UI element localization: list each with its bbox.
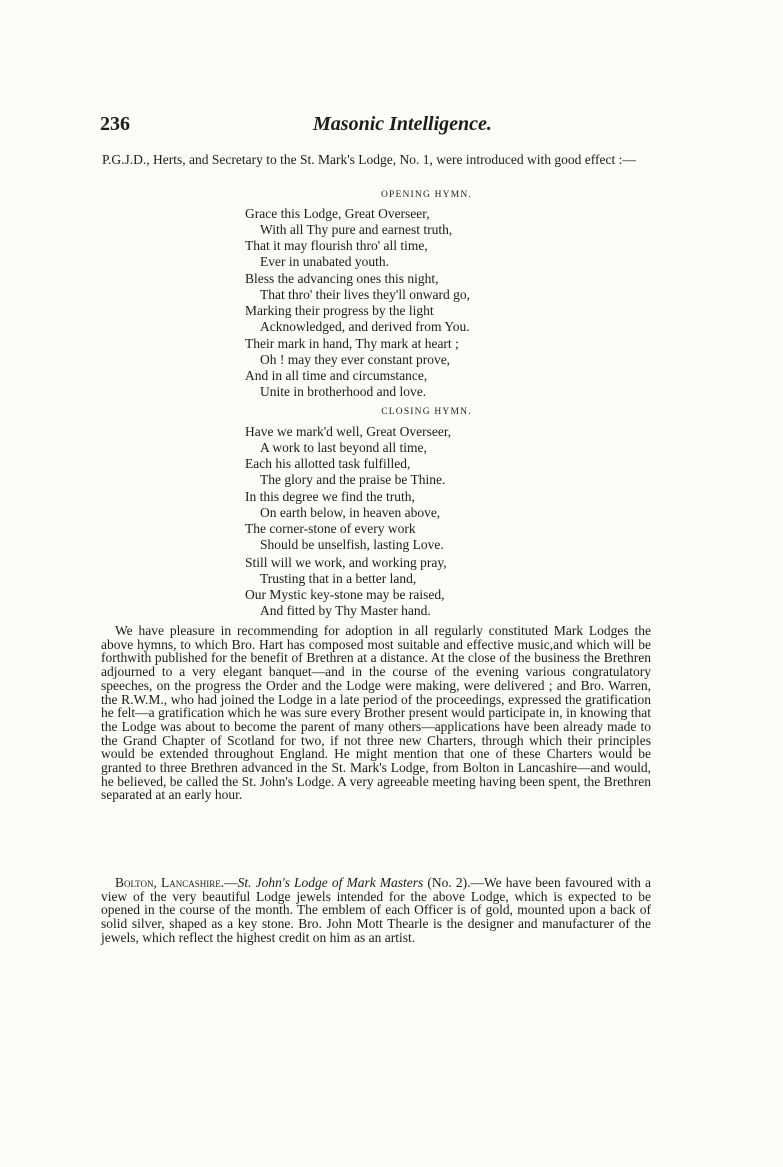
hymn-line: Grace this Lodge, Great Overseer, <box>245 206 430 221</box>
hymn-line: Their mark in hand, Thy mark at heart ; <box>245 336 459 351</box>
opening-hymn-stanza-2 <box>245 271 470 335</box>
hymn-line: With all Thy pure and earnest truth, <box>260 222 453 237</box>
page-number: 236 <box>100 113 130 135</box>
hymn-line: Trusting that in a better land, <box>260 571 417 586</box>
opening-hymn-stanza-1 <box>245 206 452 270</box>
hymn-line: And in all time and circumstance, <box>245 368 428 383</box>
hymn-line: And fitted by Thy Master hand. <box>260 603 431 618</box>
opening-hymn-title: OPENING HYMN. <box>380 190 473 200</box>
closing-hymn-stanza-1 <box>245 424 451 488</box>
closing-hymn-stanza-2 <box>245 489 444 553</box>
closing-hymn-title: CLOSING HYMN. <box>381 407 472 417</box>
hymn-line: In this degree we find the truth, <box>245 489 415 504</box>
hymn-line: Oh ! may they ever constant prove, <box>260 352 451 367</box>
hymn-line: Still will we work, and working pray, <box>245 555 447 570</box>
hymn-line: Should be unselfish, lasting Love. <box>260 537 444 552</box>
hymn-line: That thro' their lives they'll onward go, <box>260 287 470 302</box>
hymn-line: A work to last beyond all time, <box>260 440 427 455</box>
paragraph-text: (No. 2).—We have been favoured with a view of the very beautiful Lodge jewels intended for the above Lodge, which is expected to be opened in the course of the month. The emblem of each Officer is of gold, mounted upon a back of solid silver, shaped as a key stone. Bro. John Mott Thearle is the designer and manufacturer of the jewels, which reflect the highest credit on him as an artist. <box>101 875 652 945</box>
hymn-line: Ever in unabated youth. <box>260 254 389 269</box>
hymn-line: That it may flourish thro' all time, <box>245 238 428 253</box>
dash: — <box>224 875 238 890</box>
hymn-line: Unite in brotherhood and love. <box>260 384 427 399</box>
running-title: Masonic Intelligence. <box>313 113 492 135</box>
hymn-line: Acknowledged, and derived from You. <box>260 319 470 334</box>
bolton-paragraph <box>101 876 651 945</box>
hymn-line: Bless the advancing ones this night, <box>245 271 439 286</box>
lodge-name: St. John's Lodge of Mark Masters <box>237 875 424 890</box>
hymn-line: The glory and the praise be Thine. <box>260 472 446 487</box>
place-name: Bolton, Lancashire. <box>115 875 225 890</box>
page-header <box>100 113 660 137</box>
hymn-line: Marking their progress by the light <box>245 303 434 318</box>
hymn-line: The corner-stone of every work <box>245 521 416 536</box>
opening-hymn-stanza-3 <box>245 336 459 400</box>
hymn-line: On earth below, in heaven above, <box>260 505 441 520</box>
hymn-line: Have we mark'd well, Great Overseer, <box>245 424 452 439</box>
report-paragraph: We have pleasure in recommending for adoption in all regularly constituted Mark Lodges the above hymns, to which Bro. Hart has composed most suitable and effective music,and which will be forthwith published for the benefit of Brethren at a distance. At the close of the business the Brethren adjourned to a very elegant banquet—and in the course of the evening various congratulatory speeches, on the progress the Order and the Lodge were making, were delivered ; and Bro. Warren, the R.W.M., who had joined the Lodge in a late period of the proceedings, expressed the gratification he felt—a gratification which he was sure every Brother present would participate in, in knowing that the Lodge was about to become the parent of many others—applications have been already made to the Grand Chapter of Scotland for two, if not three new Charters, through which their principles would be extended throughout England. He might mention that one of these Charters would be granted to three Brethren advanced in the St. Mark's Lodge, from Bolton in Lancashire—and would, he believed, be called the St. John's Lodge. A very agreeable meeting having been spent, the Brethren separated at an early hour. <box>101 623 651 803</box>
closing-hymn-stanza-3 <box>245 555 447 619</box>
hymn-line: Our Mystic key-stone may be raised, <box>245 587 445 602</box>
intro-paragraph: P.G.J.D., Herts, and Secretary to the St. Mark's Lodge, No. 1, were introduced with good effect :— <box>102 152 636 167</box>
hymn-line: Each his allotted task fulfilled, <box>245 456 411 471</box>
